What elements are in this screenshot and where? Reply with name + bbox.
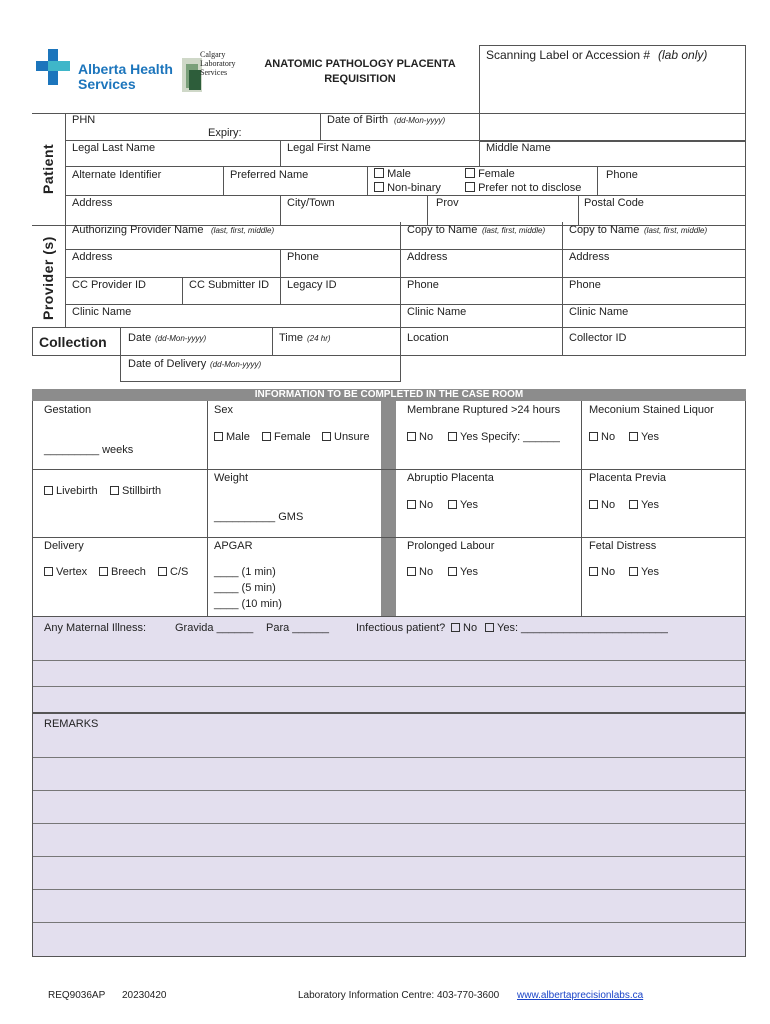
lab-info: Laboratory Information Centre: 403-770-3600	[298, 990, 500, 1001]
provider-section-label: Provider (s)	[40, 236, 56, 320]
scanning-label: Scanning Label or Accession #	[486, 48, 651, 62]
form-title	[238, 57, 482, 87]
meconium-label: Meconium Stained Liquor	[589, 404, 714, 416]
checkbox-icon	[374, 182, 384, 192]
gender-male[interactable]: Male	[374, 168, 411, 180]
apgar-5min: ____ (5 min)	[214, 582, 276, 594]
gender-nonbinary[interactable]: Non-binary	[374, 182, 441, 194]
checkbox-icon	[629, 500, 638, 509]
copy-2-phone-label: Phone	[569, 279, 601, 291]
checkbox-icon	[407, 500, 416, 509]
auth-provider-format: (last, first, middle)	[211, 226, 275, 235]
vertex-option[interactable]: Vertex	[44, 566, 87, 578]
copy-1-phone-label: Phone	[407, 279, 439, 291]
copy-to-1-format: (last, first, middle)	[482, 226, 546, 235]
case-room-divider	[381, 401, 396, 616]
ahs-logo-mark-icon	[34, 49, 76, 91]
cls-logo-text-2: Laboratory	[200, 59, 236, 68]
first-name-label: Legal First Name	[287, 142, 371, 154]
provider-phone-label: Phone	[287, 251, 319, 263]
copy-to-1-label: Copy to Name	[407, 224, 478, 236]
apgar-1min: ____ (1 min)	[214, 566, 276, 578]
checkbox-icon	[465, 168, 475, 178]
weight-gms: __________ GMS	[214, 511, 304, 523]
meconium-no-option[interactable]: No	[589, 431, 615, 443]
collection-section-label: Collection	[39, 334, 107, 350]
alt-id-label: Alternate Identifier	[72, 169, 162, 181]
collection-time-format: (24 hr)	[307, 334, 331, 343]
checkbox-icon	[99, 567, 108, 576]
infectious-no-option[interactable]: No	[451, 622, 477, 634]
sex-label: Sex	[214, 404, 233, 416]
checkbox-icon	[158, 567, 167, 576]
last-name-label: Legal Last Name	[72, 142, 156, 154]
checkbox-icon	[448, 432, 457, 441]
form-id: REQ9036AP	[48, 990, 106, 1001]
checkbox-icon	[407, 567, 416, 576]
remarks-band[interactable]	[33, 714, 745, 956]
abruptio-no-option[interactable]: No	[407, 499, 433, 511]
delivery-date-format: (dd-Mon-yyyy)	[210, 360, 262, 369]
membrane-yes-option[interactable]: Yes Specify: ______	[448, 431, 560, 443]
checkbox-icon	[44, 567, 53, 576]
cls-logo-text-1: Calgary	[200, 50, 226, 59]
fetal-no-option[interactable]: No	[589, 566, 615, 578]
previa-no-option[interactable]: No	[589, 499, 615, 511]
ahs-logo-text-2: Services	[78, 76, 136, 92]
checkbox-icon	[465, 182, 475, 192]
case-room-header	[32, 389, 746, 401]
infectious-yes-option[interactable]: Yes: ________________________	[485, 622, 668, 634]
patient-address-label: Address	[72, 197, 113, 209]
preferred-name-label: Preferred Name	[230, 169, 309, 181]
gestation-label: Gestation	[44, 404, 92, 416]
ahs-logo-text-1: Alberta Health	[78, 61, 173, 77]
phn-label: PHN	[72, 114, 96, 126]
dob-label: Date of Birth	[327, 114, 389, 126]
cs-option[interactable]: C/S	[158, 566, 188, 578]
checkbox-icon	[485, 623, 494, 632]
checkbox-icon	[44, 486, 53, 495]
gravida-field: Gravida ______	[175, 622, 254, 634]
remarks-label: REMARKS	[44, 718, 99, 730]
dob-format: (dd-Mon-yyyy)	[394, 116, 446, 125]
cc-provider-label: CC Provider ID	[72, 279, 146, 291]
checkbox-icon	[374, 168, 384, 178]
para-field: Para ______	[266, 622, 329, 634]
cls-logo	[180, 50, 240, 94]
sex-unsure-option[interactable]: Unsure	[322, 431, 369, 443]
checkbox-icon	[448, 500, 457, 509]
copy-1-clinic-label: Clinic Name	[407, 306, 467, 318]
delivery-label: Delivery	[44, 540, 84, 552]
patient-section-label: Patient	[40, 143, 56, 194]
fetal-label: Fetal Distress	[589, 540, 657, 552]
collector-id-label: Collector ID	[569, 332, 627, 344]
prov-label: Prov	[436, 197, 459, 209]
membrane-no-option[interactable]: No	[407, 431, 433, 443]
checkbox-icon	[589, 567, 598, 576]
apgar-10min: ____ (10 min)	[214, 598, 282, 610]
sex-female-option[interactable]: Female	[262, 431, 311, 443]
membrane-label: Membrane Ruptured >24 hours	[407, 404, 561, 416]
abruptio-yes-option[interactable]: Yes	[448, 499, 478, 511]
checkbox-icon	[589, 432, 598, 441]
cc-submitter-label: CC Submitter ID	[189, 279, 270, 291]
collection-location-label: Location	[407, 332, 449, 344]
scanning-label-note: (lab only)	[658, 48, 708, 62]
clinic-label: Clinic Name	[72, 306, 132, 318]
livebirth-option[interactable]: Livebirth	[44, 485, 98, 497]
apgar-label: APGAR	[214, 540, 253, 552]
fetal-yes-option[interactable]: Yes	[629, 566, 659, 578]
copy-2-clinic-label: Clinic Name	[569, 306, 629, 318]
city-label: City/Town	[287, 197, 335, 209]
collection-date-label: Date	[128, 332, 152, 344]
auth-provider-label: Authorizing Provider Name	[72, 224, 204, 236]
checkbox-icon	[407, 432, 416, 441]
checkbox-icon	[629, 567, 638, 576]
ahs-logo	[34, 49, 174, 93]
weight-label: Weight	[214, 472, 249, 484]
form-title-line1: ANATOMIC PATHOLOGY PLACENTA	[264, 58, 456, 70]
sex-male-option[interactable]: Male	[214, 431, 250, 443]
website-link[interactable]: www.albertaprecisionlabs.ca	[517, 990, 644, 1001]
prolonged-no-option[interactable]: No	[407, 566, 433, 578]
previa-yes-option[interactable]: Yes	[629, 499, 659, 511]
patient-phone-label: Phone	[606, 169, 638, 181]
expiry-label: Expiry:	[208, 127, 242, 139]
gestation-weeks: _________ weeks	[44, 444, 134, 456]
copy-to-2-format: (last, first, middle)	[644, 226, 708, 235]
legacy-label: Legacy ID	[287, 279, 337, 291]
provider-section	[32, 222, 746, 328]
copy-2-address-label: Address	[569, 251, 610, 263]
breech-option[interactable]: Breech	[99, 566, 146, 578]
provider-address-label: Address	[72, 251, 113, 263]
middle-name-label: Middle Name	[486, 142, 551, 154]
gender-prefer-not[interactable]: Prefer not to disclose	[465, 182, 581, 194]
checkbox-icon	[110, 486, 119, 495]
collection-date-format: (dd-Mon-yyyy)	[155, 334, 207, 343]
gender-female[interactable]: Female	[465, 168, 515, 180]
checkbox-icon	[448, 567, 457, 576]
abruptio-label: Abruptio Placenta	[407, 472, 494, 484]
case-room-header-text: INFORMATION TO BE COMPLETED IN THE CASE ROOM	[254, 389, 524, 400]
previa-label: Placenta Previa	[589, 472, 667, 484]
delivery-date-label: Date of Delivery	[128, 358, 207, 370]
stillbirth-option[interactable]: Stillbirth	[110, 485, 161, 497]
copy-to-2-label: Copy to Name	[569, 224, 640, 236]
copy-1-address-label: Address	[407, 251, 448, 263]
cls-logo-text-3: Services	[200, 68, 228, 77]
prolonged-yes-option[interactable]: Yes	[448, 566, 478, 578]
checkbox-icon	[451, 623, 460, 632]
checkbox-icon	[629, 432, 638, 441]
form-date: 20230420	[122, 990, 167, 1001]
checkbox-icon	[322, 432, 331, 441]
maternal-illness-label: Any Maternal Illness:	[44, 622, 147, 634]
form-title-line2: REQUISITION	[324, 73, 396, 85]
meconium-yes-option[interactable]: Yes	[629, 431, 659, 443]
collection-time-label: Time	[279, 332, 304, 344]
checkbox-icon	[589, 500, 598, 509]
checkbox-icon	[262, 432, 271, 441]
checkbox-icon	[214, 432, 223, 441]
prolonged-label: Prolonged Labour	[407, 540, 495, 552]
postal-label: Postal Code	[584, 197, 644, 209]
infectious-label: Infectious patient?	[356, 622, 446, 634]
